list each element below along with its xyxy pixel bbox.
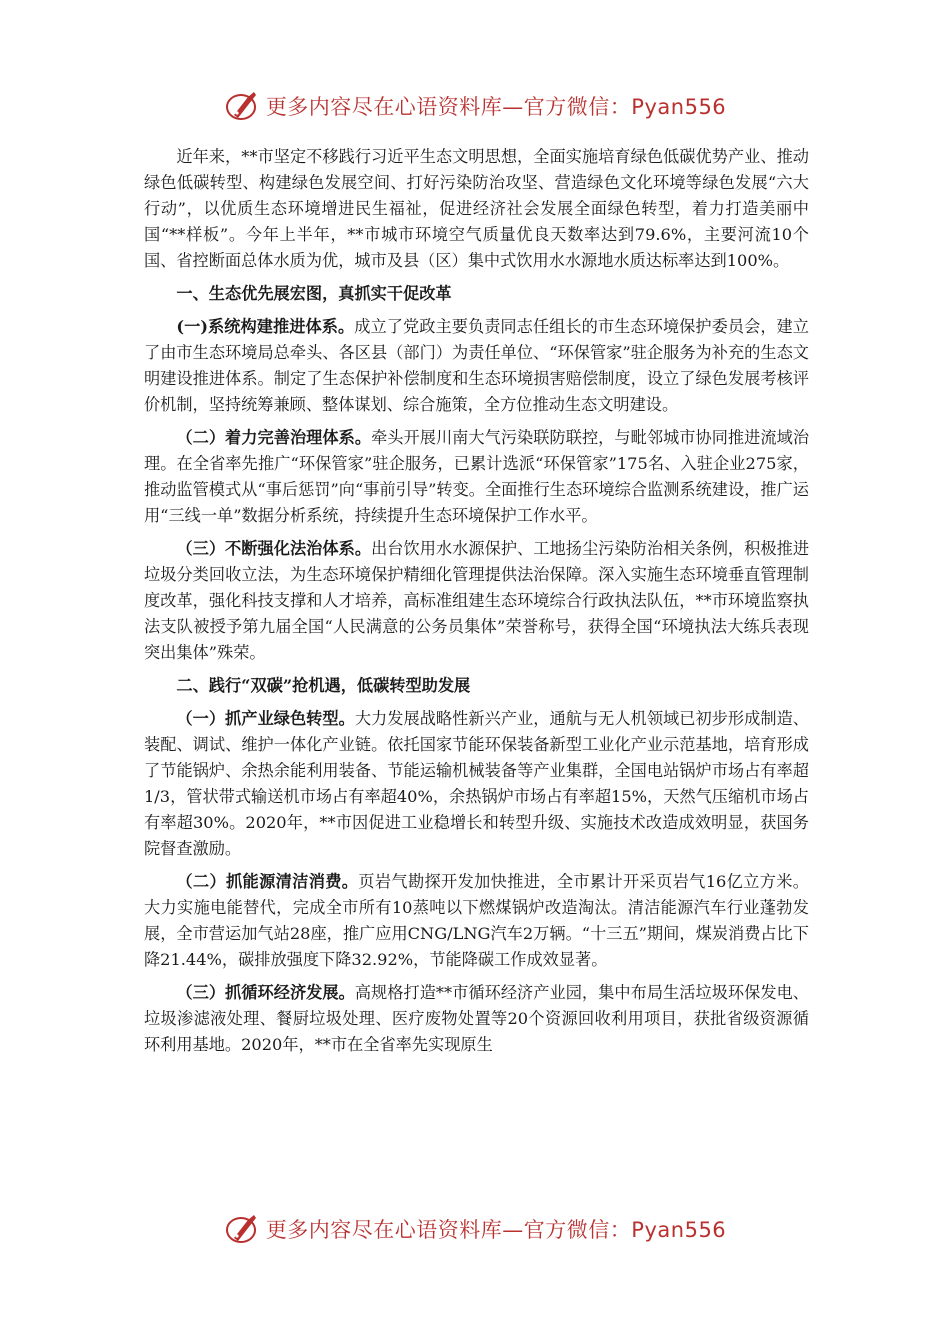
section-1-heading: 一、生态优先展宏图，真抓实干促改革: [176, 284, 452, 303]
paragraph-lead: (一)系统构建推进体系。: [176, 317, 355, 336]
paragraph-text: 大力发展战略性新兴产业，通航与无人机领域已初步形成制造、装配、调试、维护一体化产业链。依托国家节能环保装备新型工业化产业示范基地，培育形成了节能锅炉、余热余能利用装备、节能运输机械装备等产业集群，全国电站锅炉市场占有率超1/3，管状带式输送机市场占有率超40%，余热锅炉市场占有率超15%，天然气压缩机市场占有率超30%。2020年，**市因促进工业稳增长和转型升级、实施技术改造成效明显，获国务院督查激励。: [144, 709, 809, 858]
paragraph-1-1: [144, 314, 809, 418]
paragraph-text: 页岩气勘探开发加快推进，全市累计开采页岩气16亿立方米。大力实施电能替代，完成全市所有10蒸吨以下燃煤锅炉改造淘汰。清洁能源汽车行业蓬勃发展，全市营运加气站28座，推广应用CNG/LNG汽车2万辆。“十三五”期间，煤炭消费占比下降21.44%，碳排放强度下降32.92%，节能降碳工作成效显著。: [144, 872, 809, 969]
intro-paragraph: 近年来，**市坚定不移践行习近平生态文明思想，全面实施培育绿色低碳优势产业、推动绿色低碳转型、构建绿色发展空间、打好污染防治攻坚、营造绿色文化环境等绿色发展“六大行动”，以优质生态环境增进民生福祉，促进经济社会发展全面绿色转型，着力打造美丽中国“**样板”。今年上半年，**市城市环境空气质量优良天数率达到79.6%，主要河流10个国、省控断面总体水质为优，城市及县（区）集中式饮用水水源地水质达标率达到100%。: [144, 147, 809, 270]
paragraph-lead: （二）着力完善治理体系。: [176, 428, 372, 447]
watermark-text: 更多内容尽在心语资料库—官方微信：Pyan556: [265, 1218, 727, 1242]
fountain-pen-logo-icon: [224, 88, 260, 124]
paragraph-1-3: [144, 536, 809, 666]
paragraph-lead: （三）不断强化法治体系。: [176, 539, 372, 558]
paragraph-lead: （一）抓产业绿色转型。: [176, 709, 355, 728]
paragraph-text: 出台饮用水水源保护、工地扬尘污染防治相关条例，积极推进垃圾分类回收立法，为生态环境保护精细化管理提供法治保障。深入实施生态环境垂直管理制度改革，强化科技支撑和人才培养，高标准组建生态环境综合行政执法队伍，**市环境监察执法支队被授予第九届全国“人民满意的公务员集体”荣誉称号，获得全国“环境执法大练兵表现突出集体”殊荣。: [144, 539, 810, 662]
paragraph-text: 牵头开展川南大气污染联防联控，与毗邻城市协同推进流域治理。在全省率先推广“环保管家”驻企服务，已累计选派“环保管家”175名、入驻企业275家，推动监管模式从“事后惩罚”向“事前引导”转变。全面推行生态环境综合监测系统建设，推广运用“三线一单”数据分析系统，持续提升生态环境保护工作水平。: [144, 428, 810, 525]
section-2-heading: 二、践行“双碳”抢机遇，低碳转型助发展: [176, 676, 471, 695]
paragraph-text: 成立了党政主要负责同志任组长的市生态环境保护委员会，建立了由市生态环境局总牵头、各区县（部门）为责任单位、“环保管家”驻企服务为补充的生态文明建设推进体系。制定了生态保护补偿制度和生态环境损害赔偿制度，设立了绿色发展考核评价机制，坚持统筹兼顾、整体谋划、综合施策，全方位推动生态文明建设。: [144, 317, 809, 414]
watermark-banner-top: [0, 84, 950, 128]
paragraph-2-3: [144, 980, 809, 1058]
paragraph-1-2: [144, 425, 809, 529]
paragraph-text: 高规格打造**市循环经济产业园，集中布局生活垃圾环保发电、垃圾渗滤液处理、餐厨垃圾处理、医疗废物处置等20个资源回收利用项目，获批省级资源循环利用基地。2020年，**市在全省率先实现原生: [144, 983, 809, 1054]
watermark-banner-bottom: [0, 1207, 950, 1251]
watermark-text: 更多内容尽在心语资料库—官方微信：Pyan556: [265, 95, 727, 119]
paragraph-2-1: [144, 706, 809, 862]
paragraph-2-2: [144, 869, 809, 973]
paragraph-lead: （二）抓能源清洁消费。: [176, 872, 359, 891]
paragraph-lead: （三）抓循环经济发展。: [176, 983, 355, 1002]
fountain-pen-logo-icon: [224, 1211, 260, 1247]
document-body: [144, 144, 809, 1065]
